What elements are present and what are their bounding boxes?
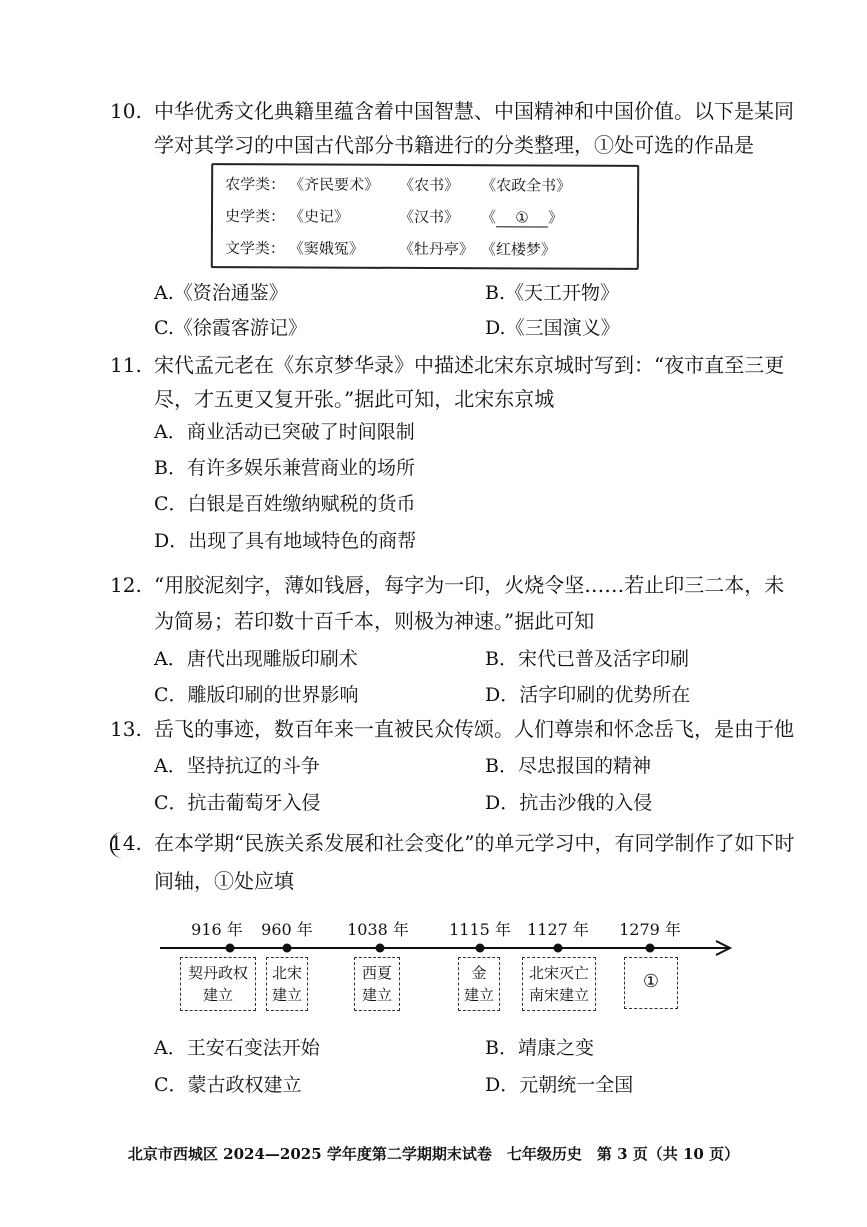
q10-option-d[interactable]: D.《三国演义》 [485, 317, 620, 339]
timeline-dot-960 [283, 944, 292, 953]
q14-option-a[interactable]: A．王安石变法开始 [154, 1037, 320, 1059]
timeline-dot-916 [226, 944, 235, 953]
q12-number: 12. [110, 573, 142, 597]
q12-option-a[interactable]: A．唐代出现雕版印刷术 [154, 648, 358, 670]
page-footer: 北京市西城区 2024—2025 学年度第二学期期末试卷 七年级历史 第 3 页（共 10 页） [127, 1145, 740, 1163]
q10-book-table: 农学类： 《齐民要术》 《农书》 《农政全书》 史学类： 《史记》 《汉书》 《 ① 》 文学类： 《窦娥冤》 《牡丹亭》 《红楼梦》 [211, 163, 639, 270]
q13-option-b[interactable]: B．尽忠报国的精神 [485, 755, 651, 777]
q12-stem-line2: 为简易；若印数十百千本，则极为神速。”据此可知 [154, 609, 595, 633]
timeline-event-960: 北宋 建立 [266, 957, 308, 1011]
q11-option-a[interactable]: A．商业活动已突破了时间限制 [154, 421, 415, 443]
timeline-event-1115: 金 建立 [458, 957, 500, 1011]
timeline-year-1279: 1279 年 [619, 920, 681, 939]
q13-stem-line1: 13. 岳飞的事迹，数百年来一直被民众传颂。人们尊崇和怀念岳飞，是由于他 [110, 714, 794, 744]
timeline-year-1038: 1038 年 [347, 920, 409, 939]
timeline-year-916: 916 年 [191, 920, 243, 939]
timeline-event-1038: 西夏 建立 [354, 957, 400, 1011]
timeline-dot-1279 [646, 944, 655, 953]
timeline-event-916: 契丹政权 建立 [180, 957, 256, 1011]
q11-number: 11. [110, 353, 142, 377]
q14-option-b[interactable]: B．靖康之变 [485, 1037, 594, 1059]
q10-option-b[interactable]: B.《天工开物》 [485, 282, 620, 304]
q13-option-c[interactable]: C．抗击葡萄牙入侵 [154, 792, 321, 814]
q13-option-d[interactable]: D．抗击沙俄的入侵 [485, 792, 653, 814]
q14-stem-line1: 14. 在本学期“民族关系发展和社会变化”的单元学习中，有同学制作了如下时 [110, 828, 794, 858]
q11-option-c[interactable]: C．白银是百姓缴纳赋税的货币 [154, 493, 416, 515]
timeline-event-1279-blank: ① [624, 957, 678, 1009]
timeline-axis [0, 900, 867, 1020]
q11-option-b[interactable]: B．有许多娱乐兼营商业的场所 [154, 457, 415, 479]
q10-option-c[interactable]: C.《徐霞客游记》 [154, 317, 307, 339]
q11-stem-line1: 11. 宋代孟元老在《东京梦华录》中描述北宋东京城时写到：“夜市直至三更 [110, 350, 784, 380]
timeline-dot-1127 [554, 944, 563, 953]
q13-number: 13. [110, 717, 142, 741]
q13-option-a[interactable]: A．坚持抗辽的斗争 [154, 755, 320, 777]
timeline-year-960: 960 年 [261, 920, 313, 939]
timeline-dot-1115 [476, 944, 485, 953]
q10-stem-line1: 10. 中华优秀文化典籍里蕴含着中国智慧、中国精神和中国价值。以下是某同 [110, 96, 794, 126]
timeline-year-1127: 1127 年 [527, 920, 589, 939]
q10-stem-line2: 学对其学习的中国古代部分书籍进行的分类整理，①处可选的作品是 [154, 133, 754, 157]
timeline-year-1115: 1115 年 [449, 920, 511, 939]
q14-stem-line2: 间轴，①处应填 [154, 869, 294, 893]
q10-option-a[interactable]: A.《资治通鉴》 [154, 282, 288, 304]
q14-number: 14. [110, 831, 142, 855]
q14-option-c[interactable]: C．蒙古政权建立 [154, 1074, 302, 1096]
q11-option-d[interactable]: D．出现了具有地域特色的商帮 [154, 530, 417, 552]
q10-number: 10. [110, 99, 142, 123]
q10-blank: ① [496, 208, 548, 227]
timeline-dot-1038 [376, 944, 385, 953]
q12-option-b[interactable]: B．宋代已普及活字印刷 [485, 648, 689, 670]
q11-stem-line2: 尽，才五更又复开张。”据此可知，北宋东京城 [154, 387, 555, 411]
q12-stem-line1: 12. “用胶泥刻字，薄如钱唇，每字为一印，火烧令坚……若止印三二本，未 [110, 570, 784, 600]
q10-blank-book: 《 ① 》 [480, 208, 564, 227]
q14-option-d[interactable]: D．元朝统一全国 [485, 1074, 634, 1096]
timeline-event-1127: 北宋灭亡 南宋建立 [522, 957, 596, 1011]
q12-option-c[interactable]: C．雕版印刷的世界影响 [154, 684, 359, 706]
q12-option-d[interactable]: D．活字印刷的优势所在 [485, 684, 691, 706]
